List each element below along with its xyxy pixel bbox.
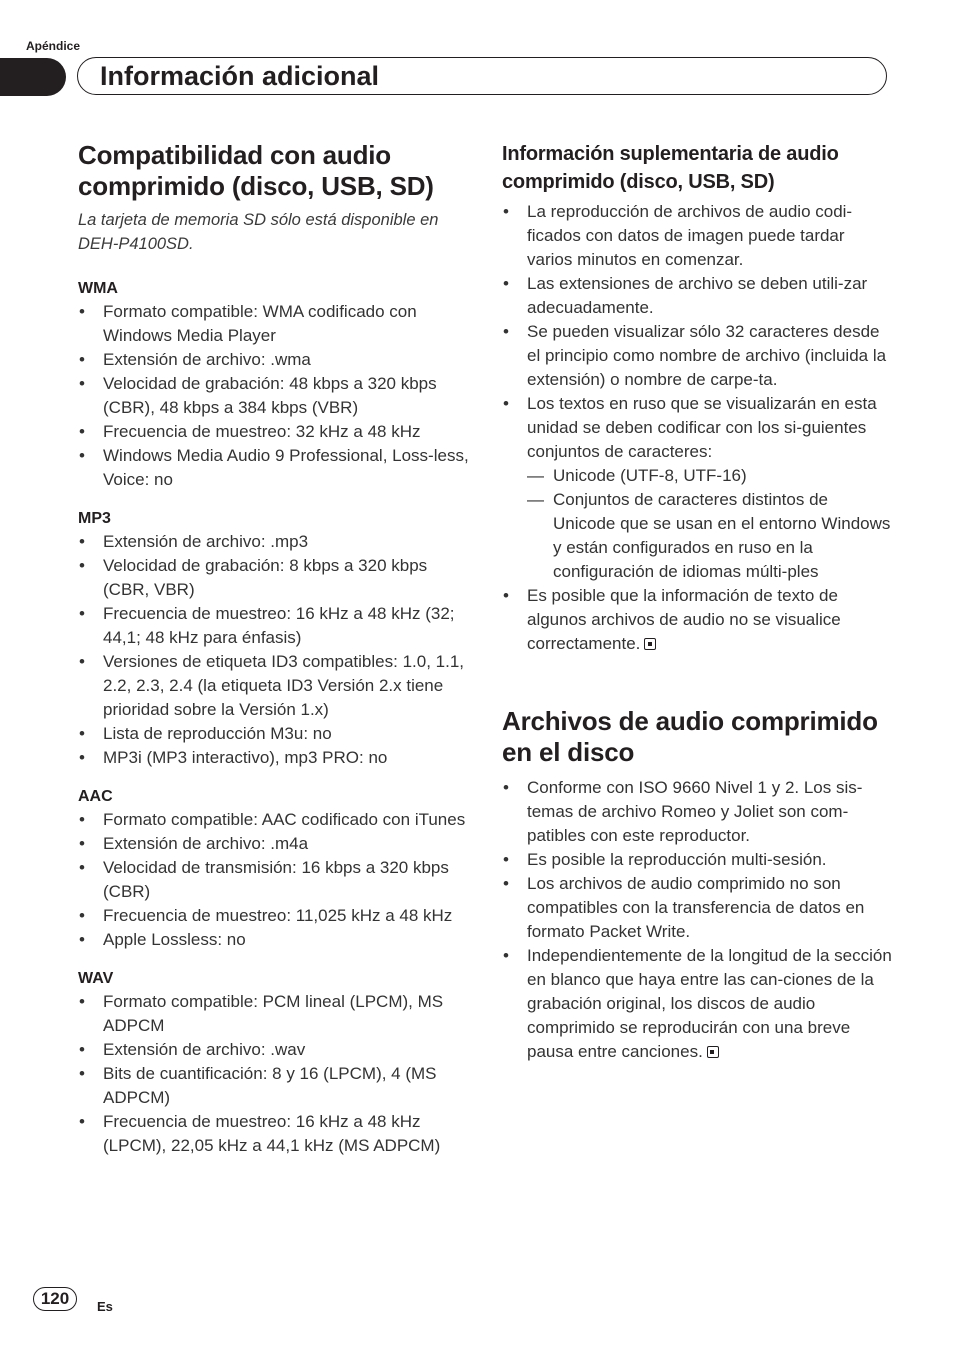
sub-list-item: — Unicode (UTF-8, UTF-16)	[527, 464, 894, 488]
disc-heading: Archivos de audio comprimido en el disco	[502, 706, 878, 767]
right-column	[502, 140, 894, 1064]
list-item: • Apple Lossless: no	[78, 928, 470, 952]
end-of-section-icon	[644, 638, 656, 650]
list-item: • Extensión de archivo: .wma	[78, 348, 470, 372]
list-item: • Es posible la reproducción multi-sesión.	[502, 848, 894, 872]
wav-list	[78, 990, 470, 1158]
list-item: • Formato compatible: AAC codificado con iTunes	[78, 808, 470, 832]
list-item-text: Es posible que la información de texto de algunos archivos de audio no se visualice correctamente.	[527, 586, 841, 653]
list-item: • Conforme con ISO 9660 Nivel 1 y 2. Los sis-temas de archivo Romeo y Joliet son com-patibles con este reproductor.	[502, 776, 894, 848]
list-item: • Velocidad de transmisión: 16 kbps a 320 kbps (CBR)	[78, 856, 470, 904]
wma-list	[78, 300, 470, 492]
list-item: • Las extensiones de archivo se deben utili-zar adecuadamente.	[502, 272, 894, 320]
list-item: • Extensión de archivo: .mp3	[78, 530, 470, 554]
sd-note: La tarjeta de memoria SD sólo está disponible en DEH-P4100SD.	[78, 211, 439, 253]
disc-list	[502, 776, 894, 1064]
wav-heading: WAV	[78, 970, 114, 987]
list-item: • Formato compatible: WMA codificado con Windows Media Player	[78, 300, 470, 348]
list-item: • Lista de reproducción M3u: no	[78, 722, 470, 746]
list-item: • Formato compatible: PCM lineal (LPCM), MS ADPCM	[78, 990, 470, 1038]
list-item: • Frecuencia de muestreo: 16 kHz a 48 kHz (32; 44,1; 48 kHz para énfasis)	[78, 602, 470, 650]
end-of-section-icon	[707, 1046, 719, 1058]
list-item: • Velocidad de grabación: 48 kbps a 320 kbps (CBR), 48 kbps a 384 kbps (VBR)	[78, 372, 470, 420]
aac-heading: AAC	[78, 788, 113, 805]
list-item: • Velocidad de grabación: 8 kbps a 320 kbps (CBR, VBR)	[78, 554, 470, 602]
appendix-label: Apéndice	[26, 39, 81, 53]
list-item: • Frecuencia de muestreo: 16 kHz a 48 kHz (LPCM), 22,05 kHz a 44,1 kHz (MS ADPCM)	[78, 1110, 470, 1158]
list-item	[502, 944, 894, 1064]
section-tab-marker	[0, 58, 66, 96]
list-item: • Versiones de etiqueta ID3 compatibles: 1.0, 1.1, 2.2, 2.3, 2.4 (la etiqueta ID3 Versión 2.x tiene prioridad sobre la Versión 1.x)	[78, 650, 470, 722]
section-header-bar	[77, 57, 887, 95]
list-item: • Extensión de archivo: .wav	[78, 1038, 470, 1062]
supplementary-list	[502, 200, 894, 656]
mp3-list	[78, 530, 470, 770]
list-item: • Frecuencia de muestreo: 11,025 kHz a 48 kHz	[78, 904, 470, 928]
wma-heading: WMA	[78, 280, 118, 297]
list-item: • Extensión de archivo: .m4a	[78, 832, 470, 856]
list-item: • Windows Media Audio 9 Professional, Loss-less, Voice: no	[78, 444, 470, 492]
list-item	[502, 392, 894, 584]
list-item: • MP3i (MP3 interactivo), mp3 PRO: no	[78, 746, 470, 770]
list-item: • Se pueden visualizar sólo 32 caracteres desde el principio como nombre de archivo (incluida la extensión) o nombre de carpe-ta.	[502, 320, 894, 392]
list-item: • Frecuencia de muestreo: 32 kHz a 48 kHz	[78, 420, 470, 444]
list-item-text: Independientemente de la longitud de la sección en blanco que haya entre las can-ciones de la grabación original, los discos de audio comprimido se reproducirán con una breve pausa entre canciones.	[527, 946, 892, 1061]
list-item	[502, 584, 894, 656]
section-title: Información adicional	[100, 61, 380, 91]
list-item: • La reproducción de archivos de audio codi-ficados con datos de imagen puede tardar varios minutos en comenzar.	[502, 200, 894, 272]
language-code: Es	[97, 1299, 113, 1314]
left-column	[78, 140, 470, 1158]
page-number: 120	[33, 1287, 77, 1311]
sub-list-item: — Conjuntos de caracteres distintos de Unicode que se usan en el entorno Windows y están configurados en ruso en la configuración de idiomas múlti-ples	[527, 488, 894, 584]
compat-heading: Compatibilidad con audio comprimido (disco, USB, SD)	[78, 140, 434, 201]
charset-sublist	[527, 464, 894, 584]
list-item: • Bits de cuantificación: 8 y 16 (LPCM), 4 (MS ADPCM)	[78, 1062, 470, 1110]
aac-list	[78, 808, 470, 952]
supplementary-heading: Información suplementaria de audio comprimido (disco, USB, SD)	[502, 143, 839, 193]
list-item-text: Los textos en ruso que se visualizarán en esta unidad se deben codificar con los si-guientes conjuntos de caracteres:	[527, 394, 877, 461]
mp3-heading: MP3	[78, 510, 111, 527]
list-item: • Los archivos de audio comprimido no son compatibles con la transferencia de datos en formato Packet Write.	[502, 872, 894, 944]
